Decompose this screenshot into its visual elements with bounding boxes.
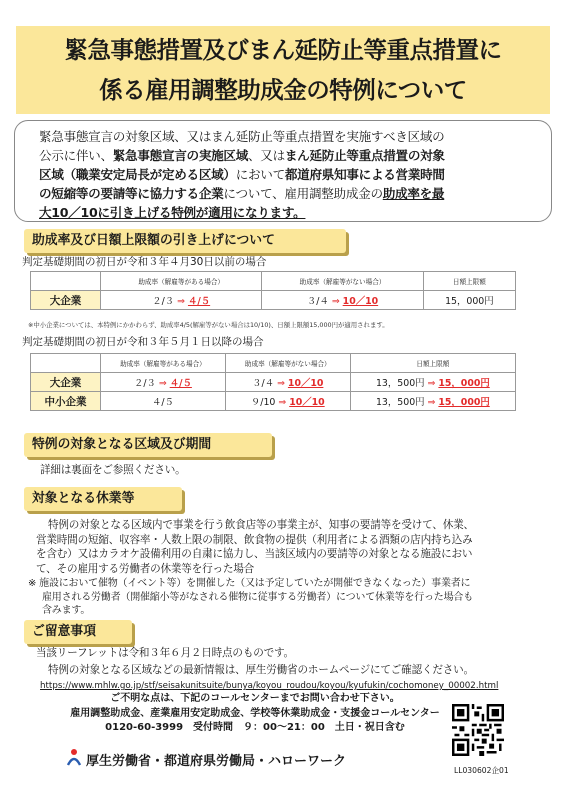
arrow-icon: ⇒ — [331, 296, 340, 307]
arrow-icon: ⇒ — [277, 378, 285, 389]
arrow-icon: ⇒ — [278, 397, 287, 408]
rates-table-1 — [30, 271, 516, 310]
col-header-rate-with-dismissal: 助成率（解雇等がある場合） — [101, 354, 226, 373]
table-row: 中小企業 ４/５ ９/10 ⇒ 10／10 13，500円 ⇒ 15，000円 — [31, 392, 516, 411]
condition-before-may: 判定基礎期間の初日が令和３年４月30日以前の場合 — [22, 256, 267, 268]
section-heading-rates: 助成率及び日額上限額の引き上げについて — [24, 229, 346, 253]
section-heading-areas: 特例の対象となる区域及び期間 — [24, 433, 272, 457]
notes-line-2: 特例の対象となる区域などの最新情報は、厚生労働省のホームページにてご確認ください。 — [48, 664, 474, 676]
condition-after-may: 判定基礎期間の初日が令和３年５月１日以降の場合 — [22, 336, 264, 348]
row-label: 中小企業 — [31, 392, 101, 411]
intro-line-3: 区域（職業安定局長が定める区域）において都道府県知事による営業時間 — [39, 167, 445, 182]
arrow-icon: ⇒ — [427, 378, 436, 389]
arrow-icon: ⇒ — [177, 296, 185, 307]
table-row: 大企業 ２/３ ⇒ ４/５ ３/４ ⇒ 10／10 15，000円 — [31, 291, 516, 310]
page-title — [16, 30, 550, 110]
table-row: 大企業 ２/３ ⇒ ４/５ ３/４ ⇒ 10／10 13，500円 ⇒ 15，000円 — [31, 373, 516, 392]
contact-line-3: 0120-60-3999 受付時間 ９：00～21：00 土日・祝日含む — [105, 722, 405, 733]
notes-line-1: 当該リーフレットは令和３年６月２日時点のものです。 — [36, 647, 294, 659]
mhlw-logo-icon — [66, 748, 82, 766]
leaflet-code: LL030602企01 — [454, 766, 509, 775]
section-heading-leave: 対象となる休業等 — [24, 487, 182, 511]
intro-box — [14, 120, 552, 222]
intro-line-4: の短縮等の要請等に協力する企業について、雇用調整助成金の助成率を最 — [39, 186, 445, 201]
contact-line-2: 雇用調整助成金、産業雇用安定助成金、学校等休業助成金・支援金コールセンター — [70, 707, 440, 719]
leave-text: 特例の対象となる区域内で事業を行う飲食店等の事業主が、知事の要請等を受けて、休業、 営業時間の短縮、収容率・人数上限の制限、飲食物の提供（利用者による酒類の店内持ち込み を含む）又はカラオケ設備利用の自粛に協力し、当該区域内の要請等の対象となる施設におい て、その雇用する労働者の休業等を行った場合 — [36, 519, 474, 575]
title-line-1: 緊急事態措置及びまん延防止等重点措置に — [64, 36, 502, 64]
intro-line-2: 公示に伴い、緊急事態宣言の実施区域、又はまん延防止等重点措置の対象 — [39, 148, 445, 163]
section-heading-notes: ご留意事項 — [24, 620, 132, 644]
contact-info — [60, 692, 450, 736]
col-header-rate-with-dismissal: 助成率（解雇等がある場合） — [101, 272, 262, 291]
rates-table-2 — [30, 353, 516, 411]
arrow-icon: ⇒ — [158, 378, 167, 389]
areas-text: 詳細は裏面をご参照ください。 — [40, 464, 186, 476]
row-label: 大企業 — [31, 373, 101, 392]
sme-note: ※中小企業については、本特例にかかわらず、助成率4/5(解雇等がない場合は10/10)、日額上限額15,000円が適用されます。 — [28, 321, 389, 329]
col-header-daily-cap: 日額上限額 — [350, 354, 515, 373]
col-header-daily-cap: 日額上限額 — [423, 272, 515, 291]
intro-line-5: 大10／10に引き上げる特例が適用になります。 — [39, 205, 306, 220]
col-header-rate-without-dismissal: 助成率（解雇等がない場合） — [262, 272, 423, 291]
intro-line-1: 緊急事態宣言の対象区域、又はまん延防止等重点措置を実施すべき区域の — [39, 129, 445, 144]
contact-line-1: ご不明な点は、下記のコールセンターまでお問い合わせ下さい。 — [110, 693, 400, 704]
title-line-2: 係る雇用調整助成金の特例について — [99, 76, 467, 104]
ministry-name: 厚生労働省・都道府県労働局・ハローワーク — [86, 754, 347, 769]
row-label: 大企業 — [31, 291, 101, 310]
mhlw-link[interactable]: https://www.mhlw.go.jp/stf/seisakunitsuite/bunya/koyou_roudou/koyou/kyufukin/cochomoney_00002.html — [40, 681, 499, 691]
qr-code-icon[interactable] — [452, 704, 504, 756]
col-header-rate-without-dismissal: 助成率（解雇等がない場合） — [225, 354, 350, 373]
event-note: ※ 施設において催物（イベント等）を開催した（又は予定していたが開催できなくなった）事業者に 雇用される労働者（開催縮小等がなされる催物に従事する労働者）について休業等を行った場合も 含みます。 — [28, 578, 473, 616]
arrow-icon: ⇒ — [427, 397, 436, 408]
